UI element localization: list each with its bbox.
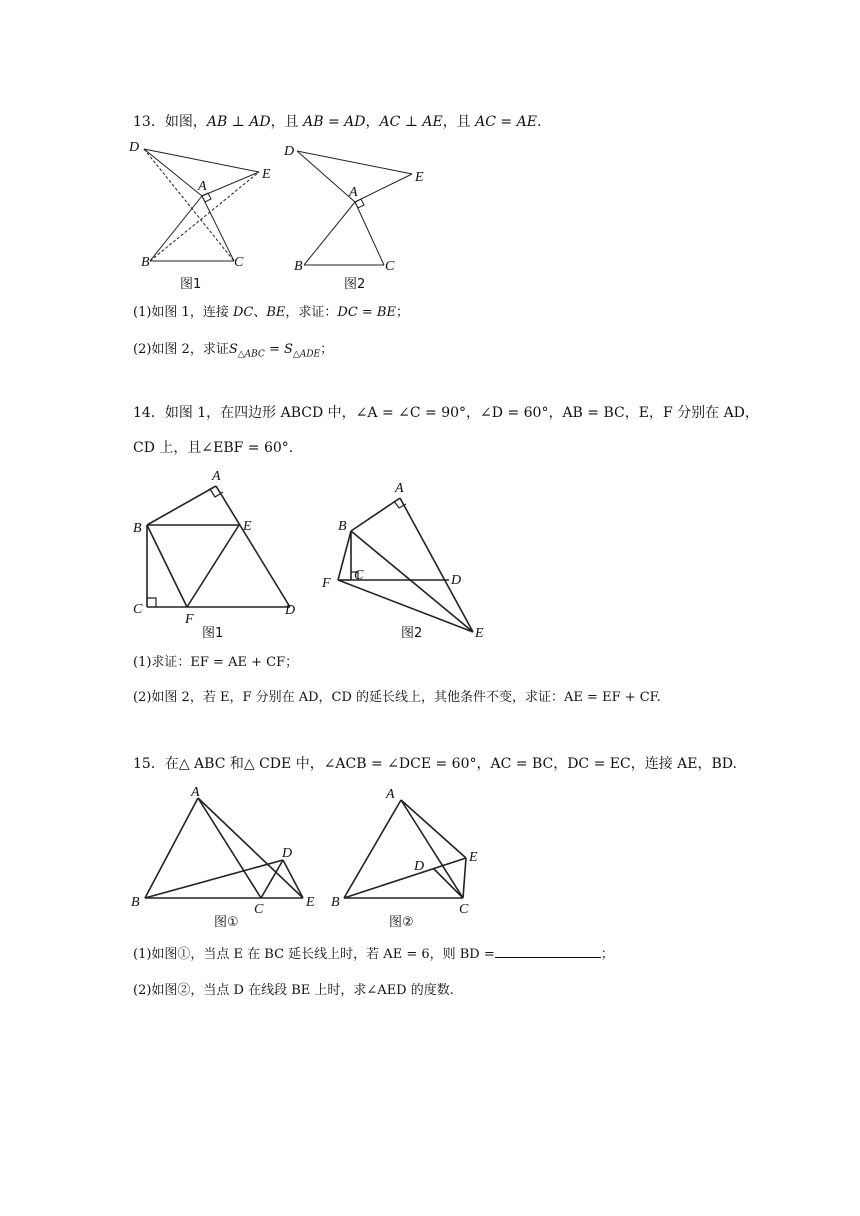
q15-fig1-label-e: E [306,895,315,910]
q14-fig2-label-b: B [338,519,347,534]
q14-number: 14． [133,405,165,421]
q14-stem-line2: CD 上，且∠EBF = 60°. [133,440,294,456]
q15-fig2-label-e: E [469,850,478,865]
q15-fig2-label-a: A [386,787,395,802]
q15-fig1-label-c: C [254,902,264,917]
q15-part1: (1)如图①，当点 E 在 BC 延长线上时，若 AE = 6，则 BD = ； [133,947,614,962]
q14-part1: (1)求证：EF = AE + CF； [133,655,299,670]
q15-figure-2 [330,780,490,935]
q15-figure-1 [125,780,325,935]
q15-fig2-label-c: C [459,902,469,917]
q13-fig1-label-b: B [141,255,150,270]
q15-fig1-caption: 图① [214,915,239,930]
q13-fig1-label-d: D [129,140,140,155]
q14-fig1-label-e: E [243,519,252,534]
q14-fig2-label-e: E [475,626,484,641]
q14-stem-line1: 14．如图 1，在四边形 ABCD 中，∠A = ∠C = 90°，∠D = 60°，AB = BC，E，F 分别在 AD， [133,405,759,421]
q14-figure-2 [318,472,493,647]
q13-stem: 13．如图，AB ⊥ AD，且 AB = AD，AC ⊥ AE，且 AC = AE. [133,114,542,130]
q14-fig2-label-c: C [354,568,364,583]
q14-fig2-label-a: A [395,481,404,496]
q15-fig2-label-b: B [331,895,340,910]
q13-fig2-label-a: A [349,185,358,200]
q15-fig2-label-d: D [414,859,425,874]
q13-part1: (1)如图 1，连接 DC、BE，求证：DC = BE； [133,305,409,320]
q13-part2: (2)如图 2，求证$S_{\triangle ABC} = S_{\triangle ADE}$； [133,342,334,360]
q15-stem: 15．在△ ABC 和△ CDE 中，∠ACB = ∠DCE = 60°，AC = BC，DC = EC，连接 AE，BD. [133,756,737,772]
q14-fig1-label-a: A [212,469,221,484]
answer-blank[interactable] [495,945,601,958]
q15-fig1-label-d: D [282,846,293,861]
q14-fig1-caption: 图1 [202,626,224,641]
q14-fig2-label-f: F [322,576,331,591]
q13-fig2-label-c: C [385,259,395,274]
q14-fig1-label-d: D [285,603,296,618]
q14-fig2-caption: 图2 [401,626,423,641]
q13-number: 13． [133,114,165,130]
q13-fig2-label-e: E [415,170,424,185]
q13-fig1-label-a: A [198,179,207,194]
q13-fig1-label-e: E [262,167,271,182]
q15-fig1-label-b: B [131,895,140,910]
q13-fig1-caption: 图1 [180,277,202,292]
q13-fig2-label-b: B [294,259,303,274]
q13-figure-1 [125,138,285,298]
q15-number: 15． [133,756,165,772]
q15-fig1-label-a: A [191,785,200,800]
q14-fig2-label-d: D [451,573,462,588]
q14-figure-1 [125,462,310,647]
q14-part2: (2)如图 2，若 E，F 分别在 AD，CD 的延长线上，其他条件不变，求证：AE = EF + CF. [133,690,661,705]
q14-fig1-label-c: C [133,602,143,617]
q13-fig2-caption: 图2 [344,277,366,292]
q14-fig1-label-b: B [133,521,142,536]
q15-fig2-caption: 图② [389,915,414,930]
q14-fig1-label-f: F [185,612,194,627]
q13-fig2-label-d: D [284,144,295,159]
q13-fig1-label-c: C [234,255,244,270]
q15-part2: (2)如图②，当点 D 在线段 BE 上时，求∠AED 的度数. [133,983,454,998]
q13-figure-2 [283,138,433,298]
